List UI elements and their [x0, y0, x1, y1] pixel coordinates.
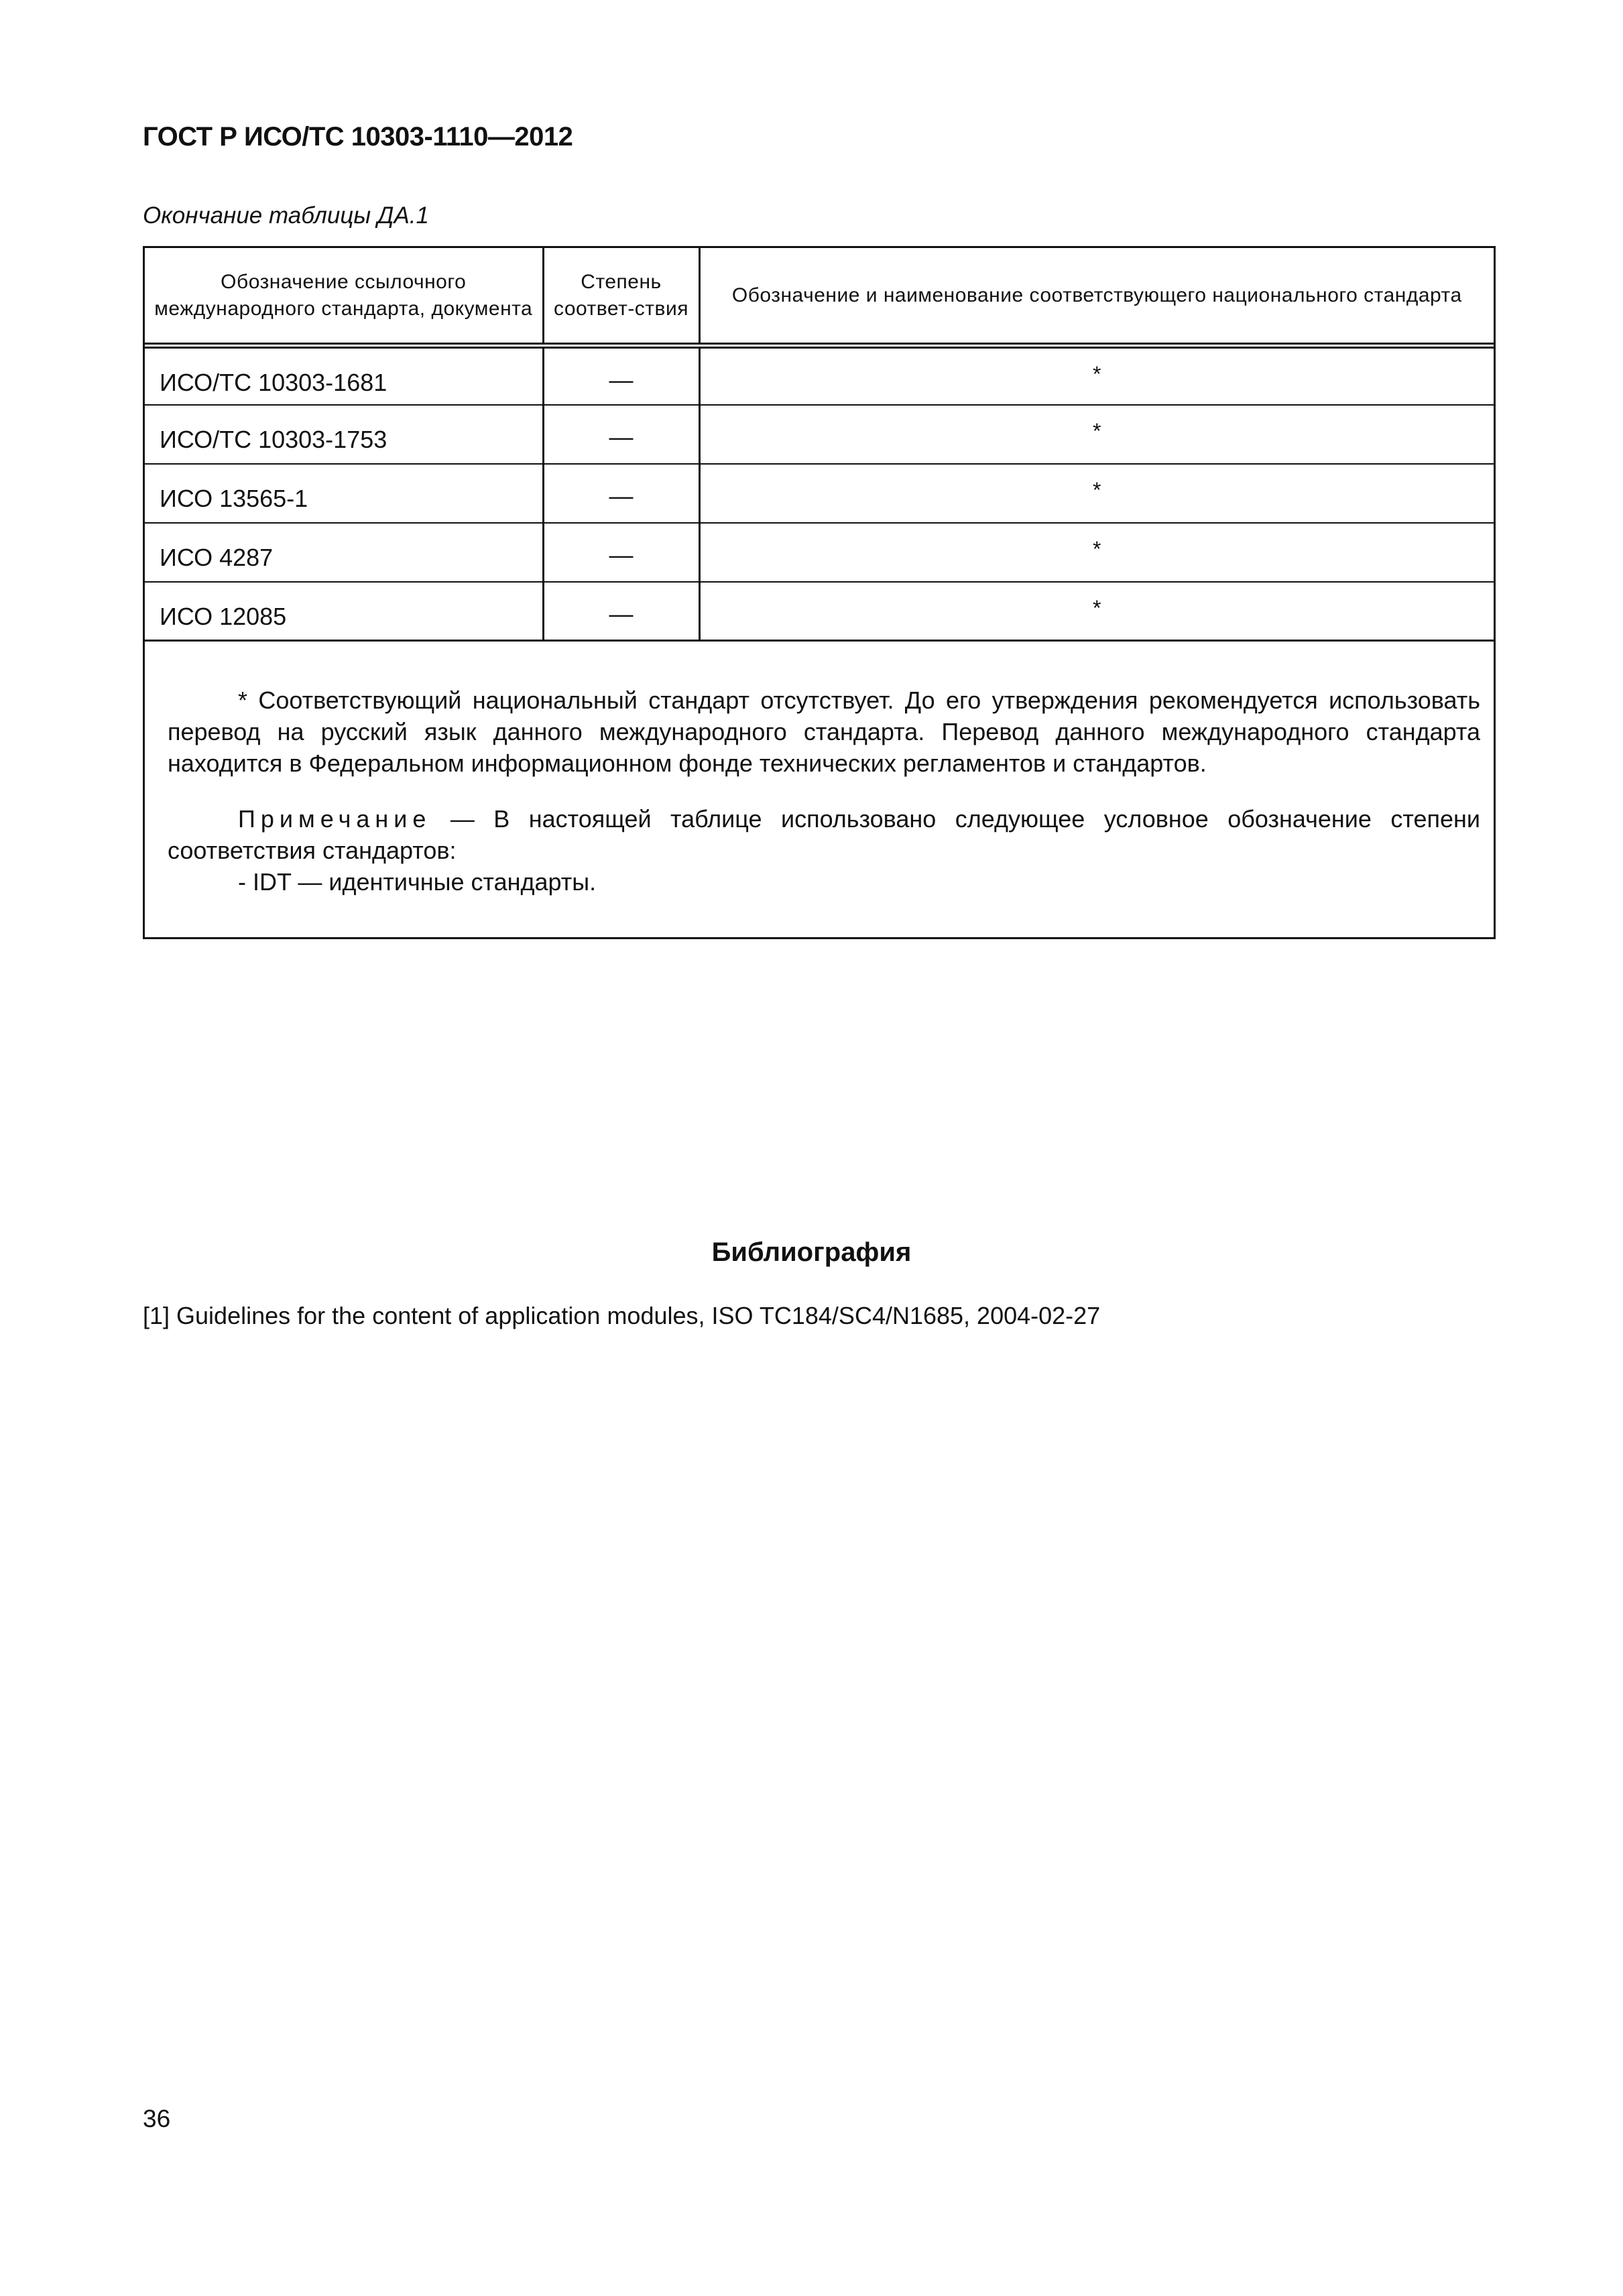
- cell-degree: —: [543, 464, 699, 523]
- table-footnote-block: [168, 684, 1480, 898]
- table-note: [168, 803, 1480, 866]
- table-row: [145, 523, 1494, 582]
- cell-degree: —: [543, 523, 699, 582]
- table-header-row: [145, 248, 1494, 346]
- table-footnote: * Соответствующий национальный стандарт отсутствует. До его утверждения рекомендуется использовать перевод на русский язык данного международного стандарта. Перевод данного международного стандарта находится в Федеральном информационном фонде технических регламентов и стандартов.: [168, 686, 1480, 777]
- document-code: ГОСТ Р ИСО/ТС 10303-1110—2012: [143, 122, 573, 152]
- table-row: [145, 582, 1494, 641]
- cell-national: *: [699, 405, 1494, 464]
- cell-designation: ИСО 12085: [145, 582, 543, 641]
- table-row: [145, 405, 1494, 464]
- cell-national: *: [699, 582, 1494, 641]
- note-item: - IDT — идентичные стандарты.: [238, 868, 597, 896]
- cell-designation: ИСО/ТС 10303-1681: [145, 346, 543, 405]
- bibliography-title: Библиография: [711, 1237, 912, 1267]
- cell-designation: ИСО 4287: [145, 523, 543, 582]
- cell-national: *: [699, 523, 1494, 582]
- table-row: [145, 464, 1494, 523]
- table-grid: [145, 248, 1494, 642]
- cell-degree: —: [543, 346, 699, 405]
- cell-designation: ИСО/ТС 10303-1753: [145, 405, 543, 464]
- note-text: — В настоящей таблице использовано следующее условное обозначение степени соответствия стандартов:: [168, 805, 1480, 864]
- table-caption: Окончание таблицы ДА.1: [143, 202, 429, 229]
- bibliography-entry: [1] Guidelines for the content of application modules, ISO TC184/SC4/N1685, 2004-02-27: [143, 1302, 1101, 1329]
- column-header-degree: Степень соответ-ствия: [543, 248, 699, 346]
- cell-national: *: [699, 464, 1494, 523]
- cell-degree: —: [543, 582, 699, 641]
- table-row: [145, 346, 1494, 405]
- column-header-designation: Обозначение ссылочного международного стандарта, документа: [145, 248, 543, 346]
- note-label: Примечание: [238, 805, 432, 833]
- column-header-national-standard: Обозначение и наименование соответствующего национального стандарта: [699, 248, 1494, 346]
- cell-national: *: [699, 346, 1494, 405]
- cell-degree: —: [543, 405, 699, 464]
- cell-designation: ИСО 13565-1: [145, 464, 543, 523]
- page-number: 36: [143, 2105, 171, 2132]
